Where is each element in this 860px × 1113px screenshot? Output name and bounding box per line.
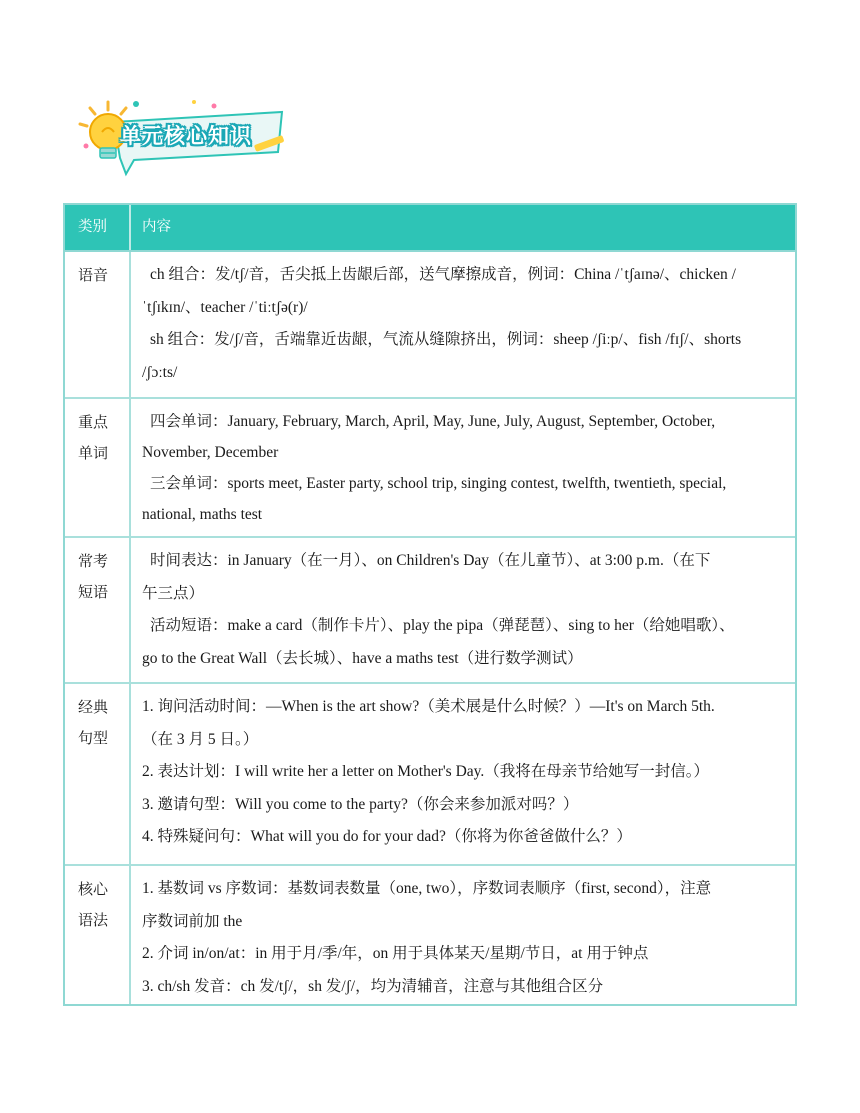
header-content: 内容 (142, 219, 171, 235)
category-line: 经典 (78, 698, 109, 716)
section-badge (74, 96, 294, 180)
content-line: 4. 特殊疑问句：What will you do for your dad?（你将为你爸爸做什么？） (142, 828, 632, 845)
row-content (131, 684, 795, 864)
row-category (65, 399, 131, 536)
row-content (131, 399, 795, 536)
table-row (65, 538, 795, 684)
category-line: 核心 (78, 880, 109, 898)
category-line: 单词 (78, 444, 109, 462)
row-category (65, 866, 131, 1004)
content-line: 2. 介词 in/on/at：in 用于月/季/年，on 用于具体某天/星期/节日，at 用于钟点 (142, 945, 649, 962)
content-line: national, maths test (142, 506, 263, 523)
table-row (65, 684, 795, 866)
content-line: 3. ch/sh 发音：ch 发/tʃ/，sh 发/ʃ/，均为清辅音，注意与其他组合区分 (142, 977, 604, 995)
content-line: 三会单词：sports meet, Easter party, school trip, singing contest, twelfth, twentieth, special, (150, 475, 727, 492)
table-row (65, 399, 795, 538)
row-content (131, 252, 795, 397)
content-line: 活动短语：make a card（制作卡片）、play the pipa（弹琵琶）、sing to her（给她唱歌）、 (150, 617, 735, 634)
content-line: ˈtʃɪkɪn/、teacher /ˈtiːtʃə(r)/ (142, 298, 308, 316)
content-line: 时间表达：in January（在一月）、on Children's Day（在儿童节）、at 3:00 p.m.（在下 (150, 552, 711, 569)
content-line: 午三点） (142, 584, 205, 602)
content-line: ch 组合：发/tʃ/音，舌尖抵上齿龈后部，送气摩擦成音，例词：China /ˈtʃaɪnə/、chicken / (150, 266, 736, 283)
category-line: 重点 (78, 413, 109, 431)
header-category: 类别 (65, 205, 131, 250)
row-category (65, 684, 131, 864)
row-category (65, 538, 131, 682)
category-line: 常考 (78, 552, 109, 570)
content-line: November, December (142, 444, 279, 461)
row-category (65, 252, 131, 397)
content-line: 四会单词：January, February, March, April, May, June, July, August, September, October, (150, 413, 716, 430)
row-content (131, 538, 795, 682)
category-line: 语音 (78, 266, 109, 284)
badge-title: 单元核心知识 (120, 124, 252, 148)
knowledge-table (63, 203, 797, 1006)
content-line: sh 组合：发/ʃ/音，舌端靠近齿龈，气流从缝隙挤出，例词：sheep /ʃiːp/、fish /fɪʃ/、shorts (150, 331, 742, 348)
content-line: go to the Great Wall（去长城）、have a maths test（进行数学测试） (142, 649, 583, 667)
category-line: 短语 (78, 583, 109, 601)
category-line: 语法 (78, 911, 109, 929)
content-line: 1. 基数词 vs 序数词：基数词表数量（one, two），序数词表顺序（first, second），注意 (142, 880, 712, 897)
content-line: /ʃɔːts/ (142, 363, 178, 381)
table-row (65, 252, 795, 399)
row-content (131, 866, 795, 1004)
table-row (65, 866, 795, 1004)
content-line: 序数词前加 the (142, 912, 243, 930)
content-line: 2. 表达计划：I will write her a letter on Mother's Day.（我将在母亲节给她写一封信。） (142, 763, 710, 780)
content-line: 1. 询问活动时间：—When is the art show?（美术展是什么时候？）—It's on March 5th. (142, 698, 715, 715)
content-line: （在 3 月 5 日。） (142, 730, 259, 748)
category-line: 句型 (78, 729, 109, 747)
content-line: 3. 邀请句型：Will you come to the party?（你会来参加派对吗？） (142, 795, 579, 813)
table-header (65, 205, 795, 252)
